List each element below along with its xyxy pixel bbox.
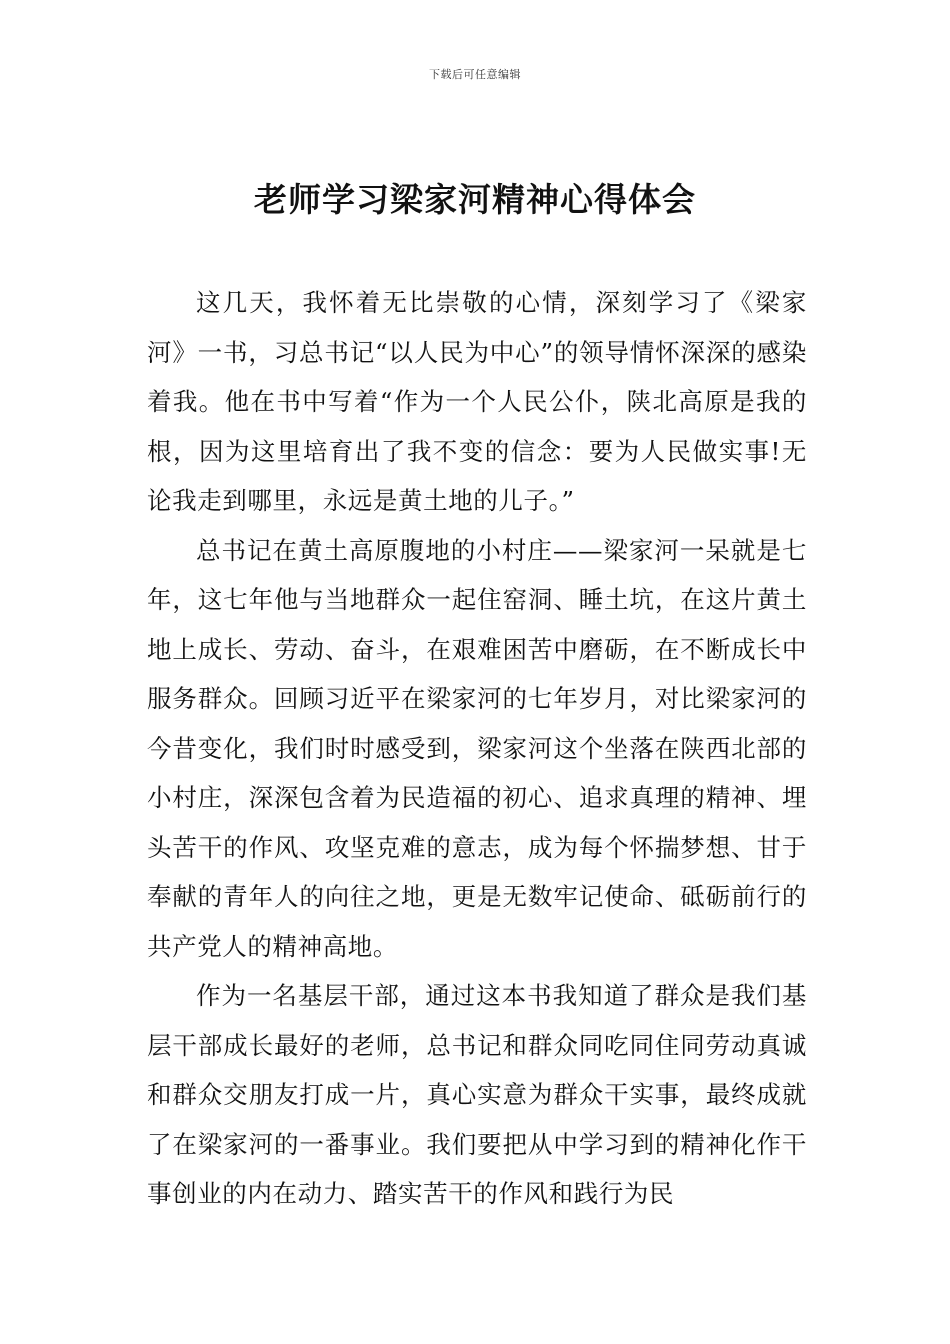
document-body (147, 278, 807, 1219)
paragraph-2: 总书记在黄土高原腹地的小村庄——梁家河一呆就是七年，这七年他与当地群众一起住窑洞、睡土坑，在这片黄土地上成长、劳动、奋斗，在艰难困苦中磨砺，在不断成长中服务群众。回顾习近平在梁家河的七年岁月，对比梁家河的今昔变化，我们时时感受到，梁家河这个坐落在陕西北部的小村庄，深深包含着为民造福的初心、追求真理的精神、埋头苦干的作风、攻坚克难的意志，成为每个怀揣梦想、甘于奉献的青年人的向往之地，更是无数牢记使命、砥砺前行的共产党人的精神高地。 (147, 535, 807, 961)
document-title: 老师学习梁家河精神心得体会 (254, 180, 696, 219)
header-note: 下载后可任意编辑 (429, 68, 521, 81)
paragraph-3: 作为一名基层干部，通过这本书我知道了群众是我们基层干部成长最好的老师，总书记和群众同吃同住同劳动真诚和群众交朋友打成一片，真心实意为群众干实事，最终成就了在梁家河的一番事业。我们要把从中学习到的精神化作干事创业的内在动力、踏实苦干的作风和践行为民 (147, 981, 807, 1208)
paragraph-1: 这几天，我怀着无比崇敬的心情，深刻学习了《梁家河》一书，习总书记“以人民为中心”的领导情怀深深的感染着我。他在书中写着“作为一个人民公仆，陕北高原是我的根，因为这里培育出了我不变的信念：要为人民做实事!无论我走到哪里，永远是黄土地的儿子。” (147, 288, 807, 515)
